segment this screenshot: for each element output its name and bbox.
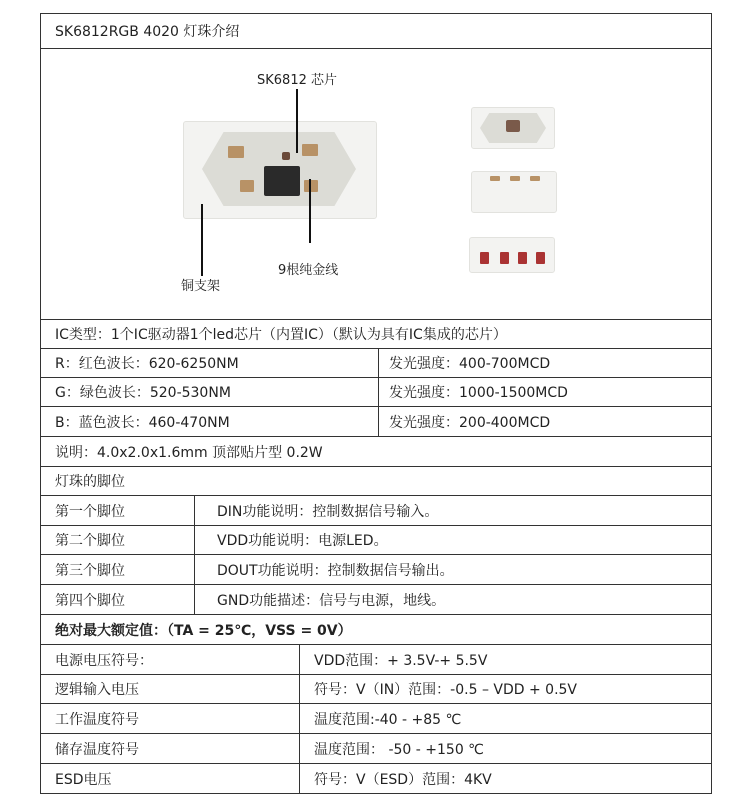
column-divider [299, 764, 300, 793]
rating-name: ESD电压 [55, 771, 112, 788]
pin-description: GND功能描述：信号与电源，地线。 [217, 592, 446, 609]
rating-value: 温度范围： -50 - +150 ℃ [314, 741, 484, 758]
spec-note: 说明：4.0x2.0x1.6mm 顶部贴片型 0.2W [55, 444, 323, 461]
column-divider [299, 704, 300, 733]
green-wavelength: G：绿色波长：520-530NM [55, 385, 231, 401]
pins-header-row [41, 467, 711, 496]
gold-wire-leader-line [309, 179, 311, 243]
pin-description: VDD功能说明：电源LED。 [217, 533, 388, 549]
ic-type-row [41, 319, 711, 349]
rating-name: 工作温度符号 [55, 711, 139, 728]
color-row-blue [41, 407, 711, 437]
copper-pad [228, 146, 244, 158]
led-chip-die [506, 120, 520, 132]
column-divider [378, 407, 379, 436]
column-divider [378, 349, 379, 377]
copper-pad [480, 252, 489, 264]
copper-pad [490, 176, 500, 181]
copper-frame-leader-line [201, 204, 203, 276]
copper-pad [530, 176, 540, 181]
blue-intensity: 发光强度：200-400MCD [389, 414, 551, 431]
copper-pad [510, 176, 520, 181]
copper-pad [536, 252, 545, 264]
page-title: SK6812RGB 4020 灯珠介绍 [55, 24, 240, 40]
copper-pad [240, 180, 254, 192]
red-wavelength: R：红色波长：620-6250NM [55, 356, 239, 372]
color-row-green [41, 378, 711, 407]
copper-pad [302, 144, 318, 156]
pin-row [41, 526, 711, 555]
column-divider [299, 675, 300, 703]
led-top-view-image [471, 107, 555, 149]
spec-note-row [41, 437, 711, 467]
pin-name: 第二个脚位 [55, 533, 125, 549]
rating-name: 逻辑输入电压 [55, 682, 139, 698]
pin-description: DOUT功能说明：控制数据信号输出。 [217, 562, 454, 579]
rating-value: 符号：V（ESD）范围：4KV [314, 771, 492, 788]
column-divider [194, 526, 195, 554]
pin-row [41, 555, 711, 585]
pin-name: 第三个脚位 [55, 562, 125, 579]
rating-name: 电源电压符号： [55, 652, 153, 669]
copper-pad [500, 252, 509, 264]
copper-pad [518, 252, 527, 264]
rating-name: 储存温度符号 [55, 741, 139, 758]
column-divider [194, 555, 195, 584]
led-package-image [183, 121, 377, 219]
rating-row [41, 645, 711, 675]
red-intensity: 发光强度：400-700MCD [389, 356, 551, 372]
chip-label: SK6812 芯片 [257, 73, 337, 88]
green-intensity: 发光强度：1000-1500MCD [389, 385, 568, 401]
column-divider [299, 645, 300, 674]
pin-name: 第一个脚位 [55, 503, 125, 520]
column-divider [299, 734, 300, 763]
led-diagram [41, 49, 711, 320]
ic-type-text: IC类型：1个IC驱动器1个led芯片（内置IC）（默认为具有IC集成的芯片） [55, 326, 507, 343]
pin-row [41, 585, 711, 615]
rating-row [41, 764, 711, 793]
copper-pad [304, 180, 318, 192]
column-divider [194, 585, 195, 614]
rating-row [41, 734, 711, 764]
pin-row [41, 496, 711, 526]
blue-wavelength: B：蓝色波长：460-470NM [55, 414, 230, 431]
column-divider [378, 378, 379, 406]
gold-wire-label: 9根纯金线 [278, 263, 339, 278]
ratings-header-row [41, 615, 711, 645]
rating-row [41, 675, 711, 704]
pin-description: DIN功能说明：控制数据信号输入。 [217, 503, 439, 520]
ratings-header: 绝对最大额定值：（TA = 25℃，VSS = 0V） [55, 622, 352, 639]
rating-row [41, 704, 711, 734]
pin-name: 第四个脚位 [55, 592, 125, 609]
column-divider [194, 496, 195, 525]
chip-leader-line [296, 89, 298, 153]
rating-value: 温度范围:-40 - +85 ℃ [314, 711, 462, 728]
spec-sheet [40, 13, 712, 794]
rating-value: 符号：V（IN）范围：-0.5 – VDD + 0.5V [314, 682, 578, 698]
rating-value: VDD范围：+ 3.5V-+ 5.5V [314, 652, 488, 669]
led-bottom-view-image [469, 237, 555, 273]
led-side-view-image [471, 171, 557, 213]
title-row [41, 14, 711, 49]
copper-frame-label: 铜支架 [181, 279, 221, 294]
ic-die [264, 166, 300, 196]
color-row-red [41, 349, 711, 378]
led-chip-die [282, 152, 290, 160]
pins-header: 灯珠的脚位 [55, 474, 125, 490]
